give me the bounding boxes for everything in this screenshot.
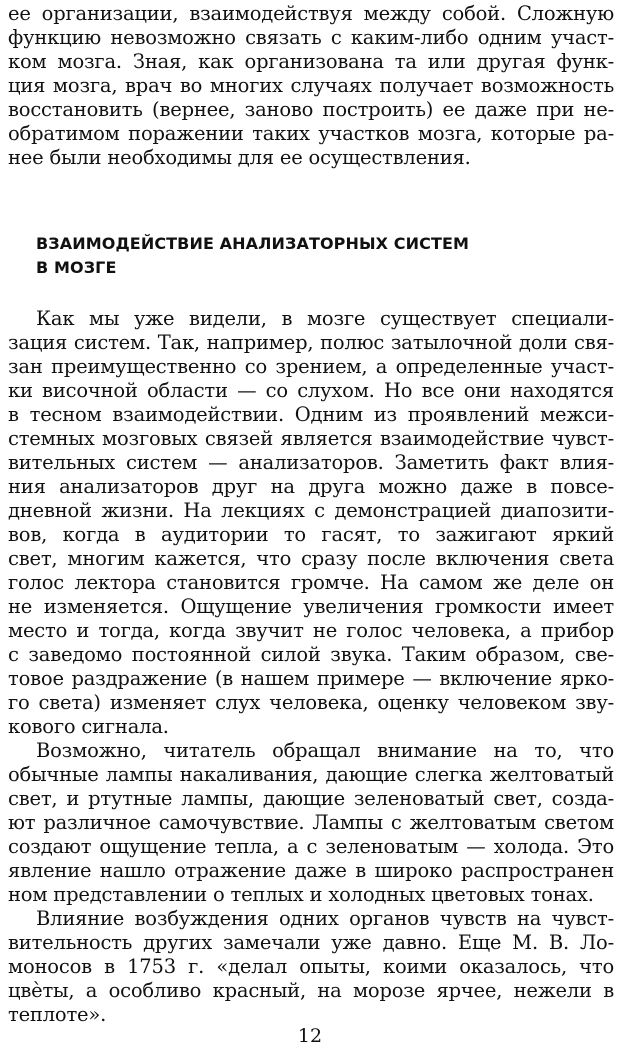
body-line: товое раздражение (в нашем примере — включение ярко- (8, 667, 614, 690)
body-line: Возможно, читатель обращал внимание на то, что (36, 739, 614, 762)
body-line: цвѐты, а особливо красный, на морозе ярчее, нежели в (8, 979, 614, 1002)
body-line: зация систем. Так, например, полюс затылочной доли свя- (8, 331, 614, 354)
body-line: свет, и ртутные лампы, дающие зеленоватый свет, созда- (8, 787, 614, 810)
body-line: создают ощущение тепла, а с зеленоватым — холода. Это (8, 835, 614, 858)
intro-line: обратимом поражении таких участков мозга, которые ра- (8, 122, 614, 145)
body-line: ки височной области — со слухом. Но все они находятся (8, 379, 614, 402)
body-line: го света) изменяет слух человека, оценку человеком зву- (8, 691, 614, 714)
body-line: вов, когда в аудитории то гасят, то зажигают яркий (8, 523, 614, 546)
body-line: дневной жизни. На лекциях с демонстрацией диапозити- (8, 499, 614, 522)
intro-line: ция мозга, врач во многих случаях получает возможность (8, 74, 614, 97)
body-line: свет, многим кажется, что сразу после включения света (8, 547, 614, 570)
body-line: ном представлении о теплых и холодных цветовых тонах. (8, 883, 594, 906)
body-line: моносов в 1753 г. «делал опыты, коими оказалось, что (8, 955, 614, 978)
body-line: Влияние возбуждения одних органов чувств на чувст- (36, 907, 614, 930)
body-line: в тесном взаимодействии. Одним из проявлений межси- (8, 403, 614, 426)
body-line: вительность других замечали уже давно. Еще М. В. Ло- (8, 931, 614, 954)
intro-line: нее были необходимы для ее осуществления. (8, 146, 471, 169)
intro-line: ее организации, взаимодействуя между собой. Сложную (8, 2, 614, 25)
body-line: ют различное самочувствие. Лампы с желтоватым светом (8, 811, 614, 834)
section-heading-line: ВЗАИМОДЕЙСТВИЕ АНАЛИЗАТОРНЫХ СИСТЕМ (36, 234, 470, 253)
body-line: зан преимущественно со зрением, а определенные участ- (8, 355, 614, 378)
body-line: явление нашло отражение даже в широко распространен (8, 859, 614, 882)
body-line: с заведомо постоянной силой звука. Таким образом, све- (8, 643, 614, 666)
body-line: обычные лампы накаливания, дающие слегка желтоватый (8, 763, 614, 786)
intro-line: функцию невозможно связать с каким-либо одним участ- (8, 26, 614, 49)
body-line: Как мы уже видели, в мозге существует специали- (36, 307, 614, 330)
intro-line: ком мозга. Зная, как организована та или другая функ- (8, 50, 614, 73)
section-heading-line: В МОЗГЕ (36, 258, 117, 277)
body-line: не изменяется. Ощущение увеличения громкости имеет (8, 595, 614, 618)
body-line: место и тогда, когда звучит не голос человека, а прибор (8, 619, 614, 642)
body-line: ния анализаторов друг на друга можно даже в повсе- (8, 475, 614, 498)
page-number: 12 (297, 1025, 323, 1047)
body-line: кового сигнала. (8, 715, 169, 738)
body-line: стемных мозговых связей является взаимодействие чувст- (8, 427, 614, 450)
body-line: теплоте». (8, 1003, 107, 1026)
intro-line: восстановить (вернее, заново построить) ее даже при не- (8, 98, 614, 121)
body-line: голос лектора становится громче. На самом же деле он (8, 571, 614, 594)
body-line: вительных систем — анализаторов. Заметить факт влия- (8, 451, 614, 474)
